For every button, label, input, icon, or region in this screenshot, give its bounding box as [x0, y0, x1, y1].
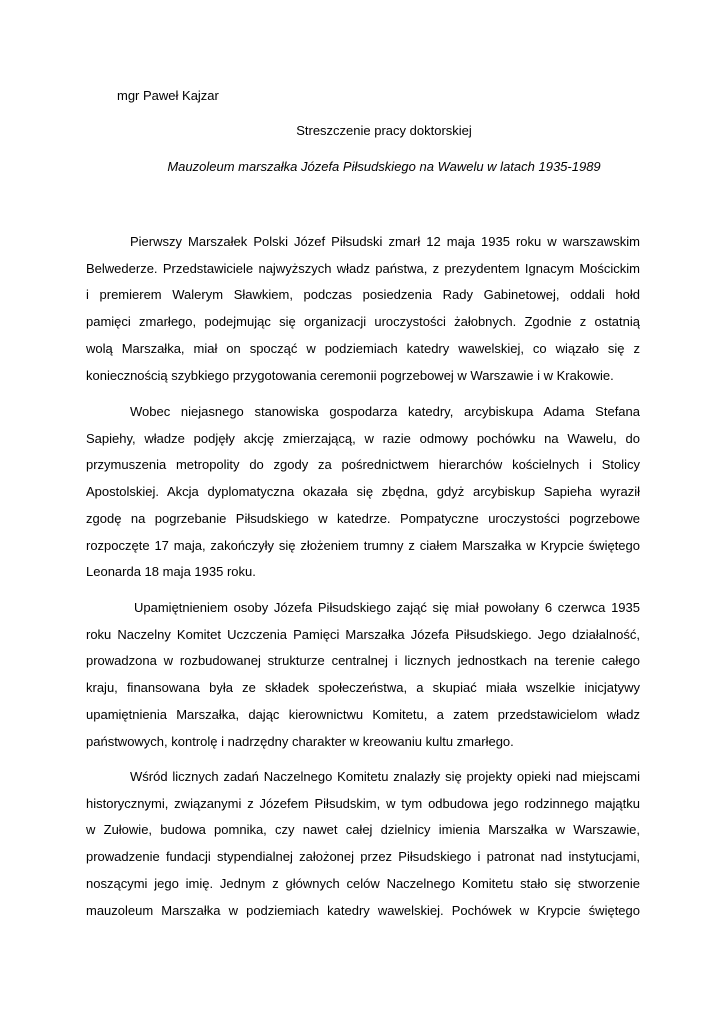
paragraph-line: zgodę na pogrzebanie Piłsudskiego w katedrze. Pompatyczne uroczystości pogrzebowe [86, 510, 640, 526]
thesis-title: Mauzoleum marszałka Józefa Piłsudskiego na Wawelu w latach 1935-1989 [167, 159, 601, 174]
paragraph-line: Apostolskiej. Akcja dyplomatyczna okazała się zbędna, gdyż arcybiskup Sapieha wyraził [86, 484, 640, 500]
paragraph-line: Belwederze. Przedstawiciele najwyższych władz państwa, z prezydentem Ignacym Mościckim [86, 260, 640, 276]
paragraph-line: noszącymi jego imię. Jednym z głównych celów Naczelnego Komitetu stało się stworzenie [86, 875, 640, 891]
paragraph-line: Wobec niejasnego stanowiska gospodarza katedry, arcybiskupa Adama Stefana [130, 404, 640, 419]
paragraph-2 [86, 399, 640, 586]
paragraph-line: Pierwszy Marszałek Polski Józef Piłsudski zmarł 12 maja 1935 roku w warszawskim [130, 234, 640, 249]
paragraph-line: koniecznością szybkiego przygotowania ceremonii pogrzebowej w Warszawie i w Krakowie. [86, 367, 614, 383]
paragraph-line: kraju, finansowana była ze składek społeczeństwa, a skupiać miała wszelkie inicjatywy [86, 680, 640, 696]
paragraph-line: mauzoleum Marszałka w podziemiach katedry wawelskiej. Pochówek w Krypcie świętego [86, 902, 640, 918]
paragraph-line: prowadzona w rozbudowanej strukturze centralnej i licznych jednostkach na terenie całego [86, 653, 640, 669]
paragraph-line: rozpoczęte 17 maja, zakończyły się złożeniem trumny z ciałem Marszałka w Krypcie świętego [86, 537, 640, 553]
paragraph-line: i premierem Walerym Sławkiem, podczas posiedzenia Rady Gabinetowej, oddali hołd [86, 287, 640, 303]
paragraph-1 [86, 229, 640, 389]
paragraph-line: wolą Marszałka, miał on spocząć w podziemiach katedry wawelskiej, co wiązało się z [86, 340, 640, 356]
paragraph-4 [86, 764, 640, 924]
paragraph-line: Leonarda 18 maja 1935 roku. [86, 564, 256, 580]
paragraph-line: roku Naczelny Komitet Uczczenia Pamięci Marszałka Józefa Piłsudskiego. Jego działalność, [86, 626, 640, 642]
paragraph-3 [86, 595, 640, 755]
paragraph-line: w Zułowie, budowa pomnika, czy nawet całej dzielnicy imienia Marszałka w Warszawie, [86, 822, 640, 838]
paragraph-line: pamięci zmarłego, podejmując się organizacji uroczystości żałobnych. Zgodnie z ostatnią [86, 314, 640, 330]
paragraph-line: przymuszenia metropolity do zgody za pośrednictwem hierarchów kościelnych i Stolicy [86, 457, 640, 473]
paragraph-line: prowadzenie fundacji stypendialnej założonej przez Piłsudskiego i patronat nad instytucjami, [86, 849, 640, 865]
paragraph-line: Wśród licznych zadań Naczelnego Komitetu znalazły się projekty opieki nad miejscami [130, 769, 640, 784]
paragraph-line: upamiętnienia Marszałka, dając kierownictwu Komitetu, a zatem przedstawicielom władz [86, 706, 640, 722]
author-name: mgr Paweł Kajzar [117, 88, 219, 103]
document-heading: Streszczenie pracy doktorskiej [296, 123, 472, 138]
paragraph-line: państwowych, kontrolę i nadrzędny charakter w kreowaniu kultu zmarłego. [86, 733, 514, 749]
paragraph-line: Sapiehy, władze podjęły akcję zmierzającą, w razie odmowy pochówku na Wawelu, do [86, 430, 640, 446]
paragraph-line: Upamiętnieniem osoby Józefa Piłsudskiego zająć się miał powołany 6 czerwca 1935 [134, 600, 640, 615]
paragraph-line: historycznymi, związanymi z Józefem Piłsudskim, w tym odbudowa jego rodzinnego majątku [86, 795, 640, 811]
